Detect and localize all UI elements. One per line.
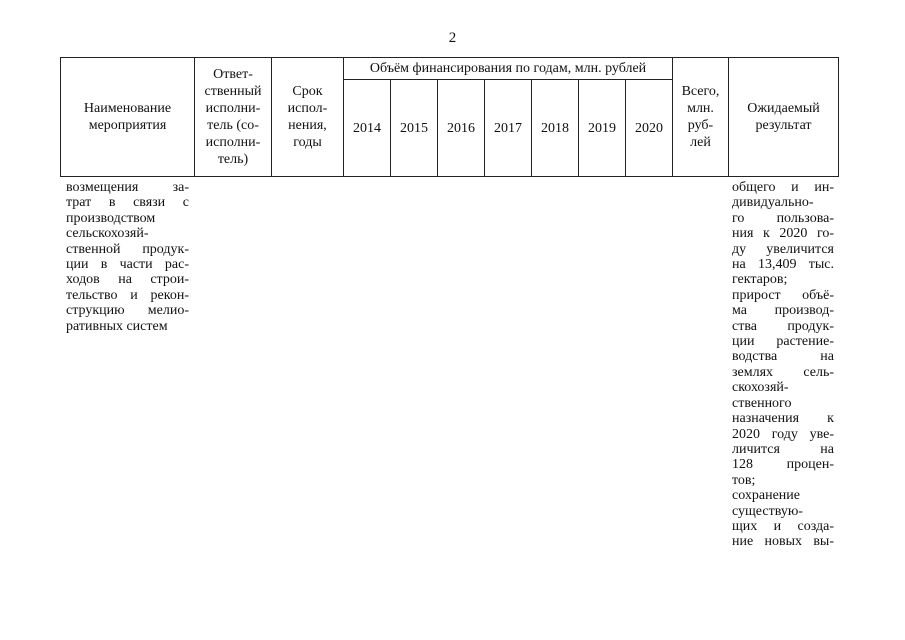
header-year: 2014 (344, 80, 391, 177)
header-executor: Ответ- ственный исполни- тель (со- исполни- тель) (195, 58, 272, 177)
header-year: 2020 (626, 80, 673, 177)
header-year: 2016 (438, 80, 485, 177)
header-year: 2019 (579, 80, 626, 177)
header-year: 2017 (485, 80, 532, 177)
measure-name-text: возмещения за- трат в связи с производством сельскохозяй- ственной продук- ции в части рас- ходов на строи- тельство и рекон- струкцию мелио- ративных систем (66, 180, 189, 334)
header-result: Ожидаемый результат (729, 58, 839, 177)
header-term: Срок испол- нения, годы (272, 58, 344, 177)
header-total: Всего, млн. руб- лей (673, 58, 729, 177)
header-year: 2018 (532, 80, 579, 177)
expected-result-text: общего и ин- дивидуально- го пользова- ния к 2020 го- ду увеличится на 13,409 тыс. гектаров; прирост объё- ма производ- ства продук- ции растение- водства на землях сель- скохозяй- ственного назначения к 2020 году уве- личится на 128 процен- тов; сохранение существую- щих и созда- ние новых вы- (732, 180, 834, 550)
table-header (60, 57, 839, 177)
page-number: 2 (448, 30, 457, 46)
header-funding: Объём финансирования по годам, млн. рублей (344, 58, 673, 80)
header-name: Наименование мероприятия (61, 58, 195, 177)
header-year: 2015 (391, 80, 438, 177)
